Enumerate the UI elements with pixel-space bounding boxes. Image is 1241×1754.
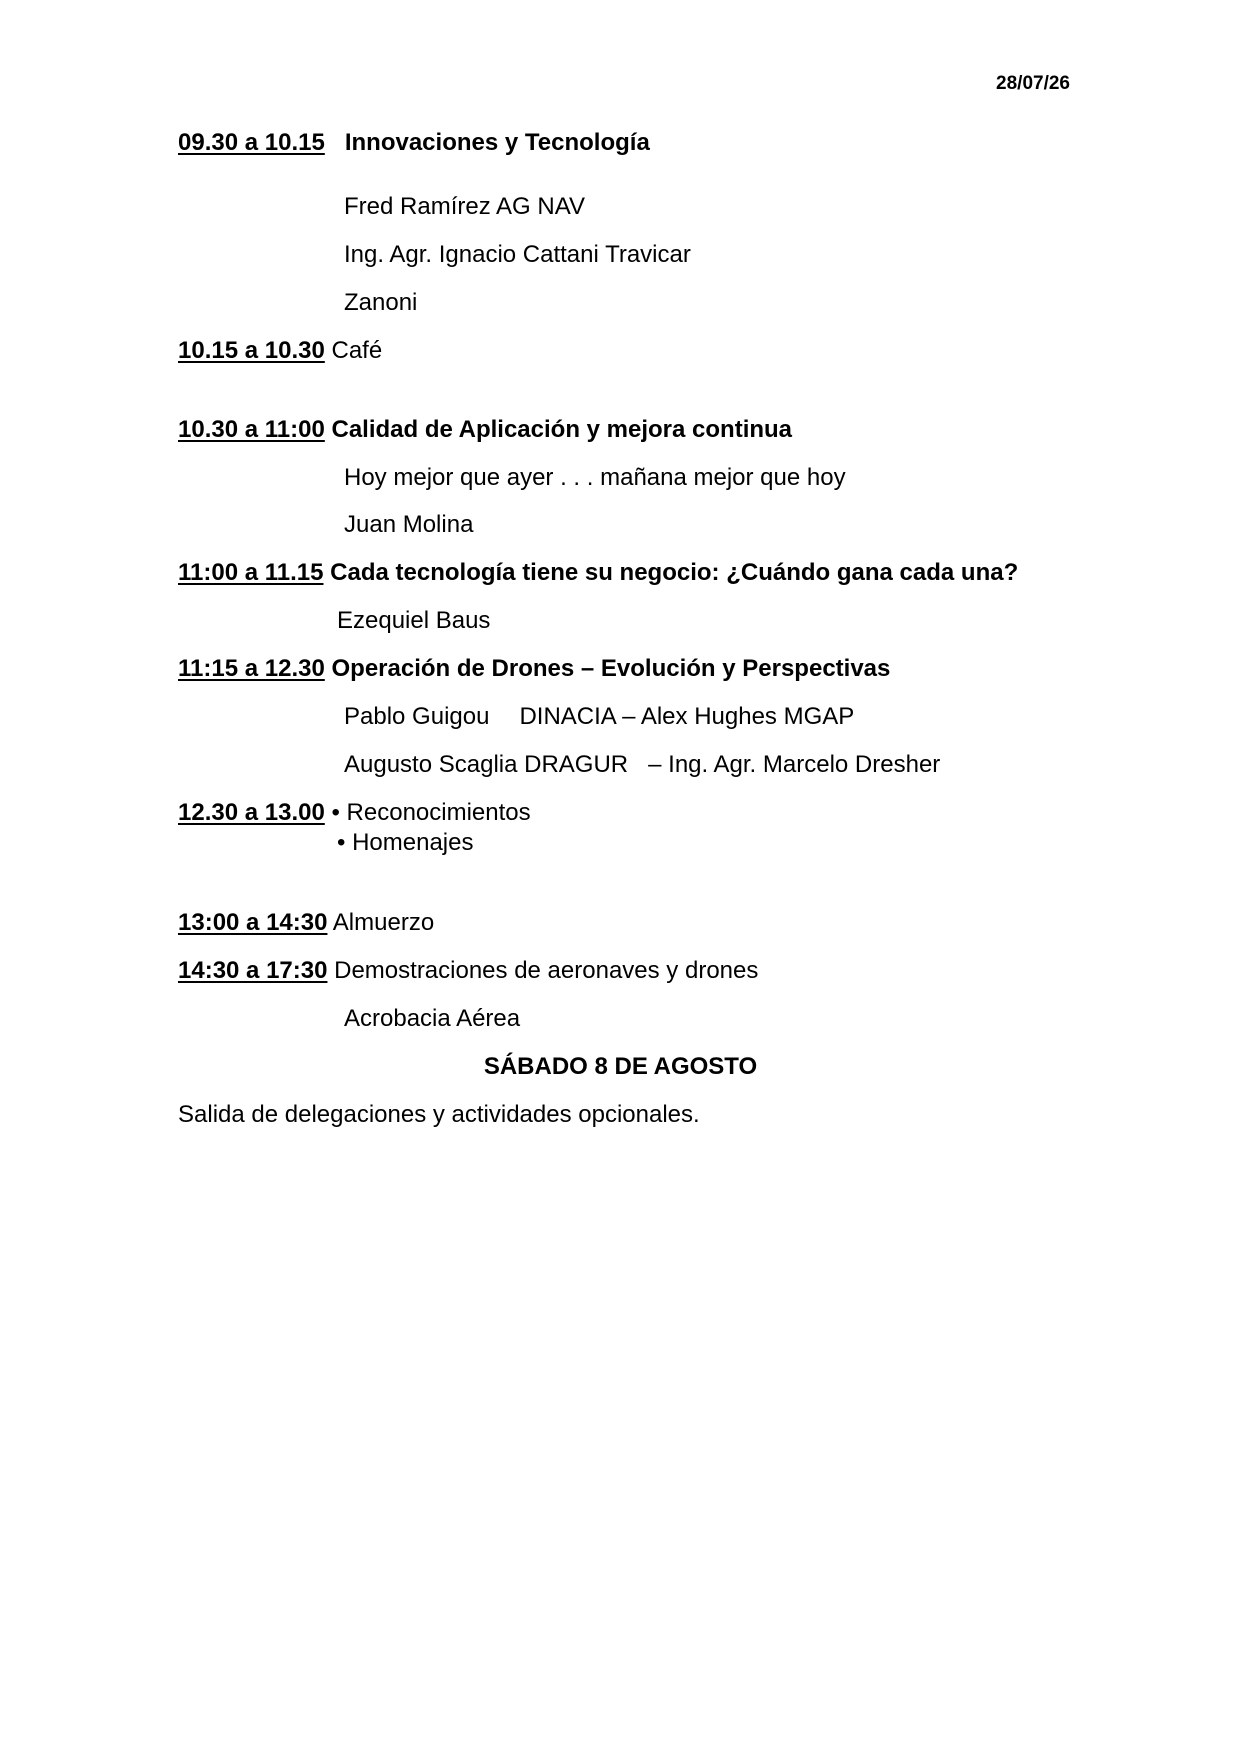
time-slot: 14:30 a 17:30 — [178, 957, 328, 984]
session-title: Operación de Drones – Evolución y Perspectivas — [331, 655, 891, 682]
session-detail-row — [344, 750, 940, 780]
session-title: Demostraciones de aeronaves y drones — [334, 957, 759, 984]
schedule-item — [178, 558, 1018, 588]
schedule-item — [178, 415, 792, 445]
day-heading: SÁBADO 8 DE AGOSTO — [483, 1053, 758, 1080]
speaker-name: Augusto Scaglia DRAGUR — [344, 751, 629, 778]
session-detail-row — [344, 702, 854, 732]
schedule-item — [178, 908, 434, 938]
schedule-item — [178, 654, 890, 684]
schedule-item — [178, 128, 650, 158]
session-title: Cada tecnología tiene su negocio: ¿Cuándo gana cada una? — [330, 559, 1019, 586]
schedule-item — [178, 798, 531, 828]
time-slot: 13:00 a 14:30 — [178, 909, 328, 936]
speaker-name: Pablo Guigou — [344, 703, 490, 730]
time-slot: 09.30 a 10.15 — [178, 129, 325, 156]
session-detail: • Homenajes — [337, 829, 474, 856]
session-title: Innovaciones y Tecnología — [344, 129, 650, 156]
time-slot: 10.30 a 11:00 — [178, 416, 325, 443]
session-detail: Zanoni — [344, 289, 418, 316]
session-detail: Ezequiel Baus — [337, 607, 491, 634]
session-detail: Acrobacia Aérea — [344, 1005, 521, 1032]
schedule-item — [178, 336, 382, 366]
speaker-name: DINACIA – Alex Hughes MGAP — [519, 703, 855, 730]
footer-text: Salida de delegaciones y actividades opcionales. — [178, 1101, 700, 1128]
session-title: Calidad de Aplicación y mejora continua — [331, 416, 793, 443]
speaker-name: – Ing. Agr. Marcelo Dresher — [648, 751, 941, 778]
session-title: Almuerzo — [332, 909, 435, 936]
document-date: 28/07/26 — [996, 73, 1070, 94]
time-slot: 11:00 a 11.15 — [178, 559, 324, 586]
time-slot: 12.30 a 13.00 — [178, 799, 325, 826]
time-slot: 11:15 a 12.30 — [178, 655, 325, 682]
session-detail: Ing. Agr. Ignacio Cattani Travicar — [344, 241, 691, 268]
session-detail: Juan Molina — [344, 511, 474, 538]
session-title: • Reconocimientos — [331, 799, 531, 826]
schedule-item — [178, 956, 758, 986]
session-title: Café — [331, 337, 383, 364]
session-detail: Fred Ramírez AG NAV — [344, 193, 585, 220]
time-slot: 10.15 a 10.30 — [178, 337, 325, 364]
session-detail: Hoy mejor que ayer . . . mañana mejor que hoy — [344, 464, 846, 491]
